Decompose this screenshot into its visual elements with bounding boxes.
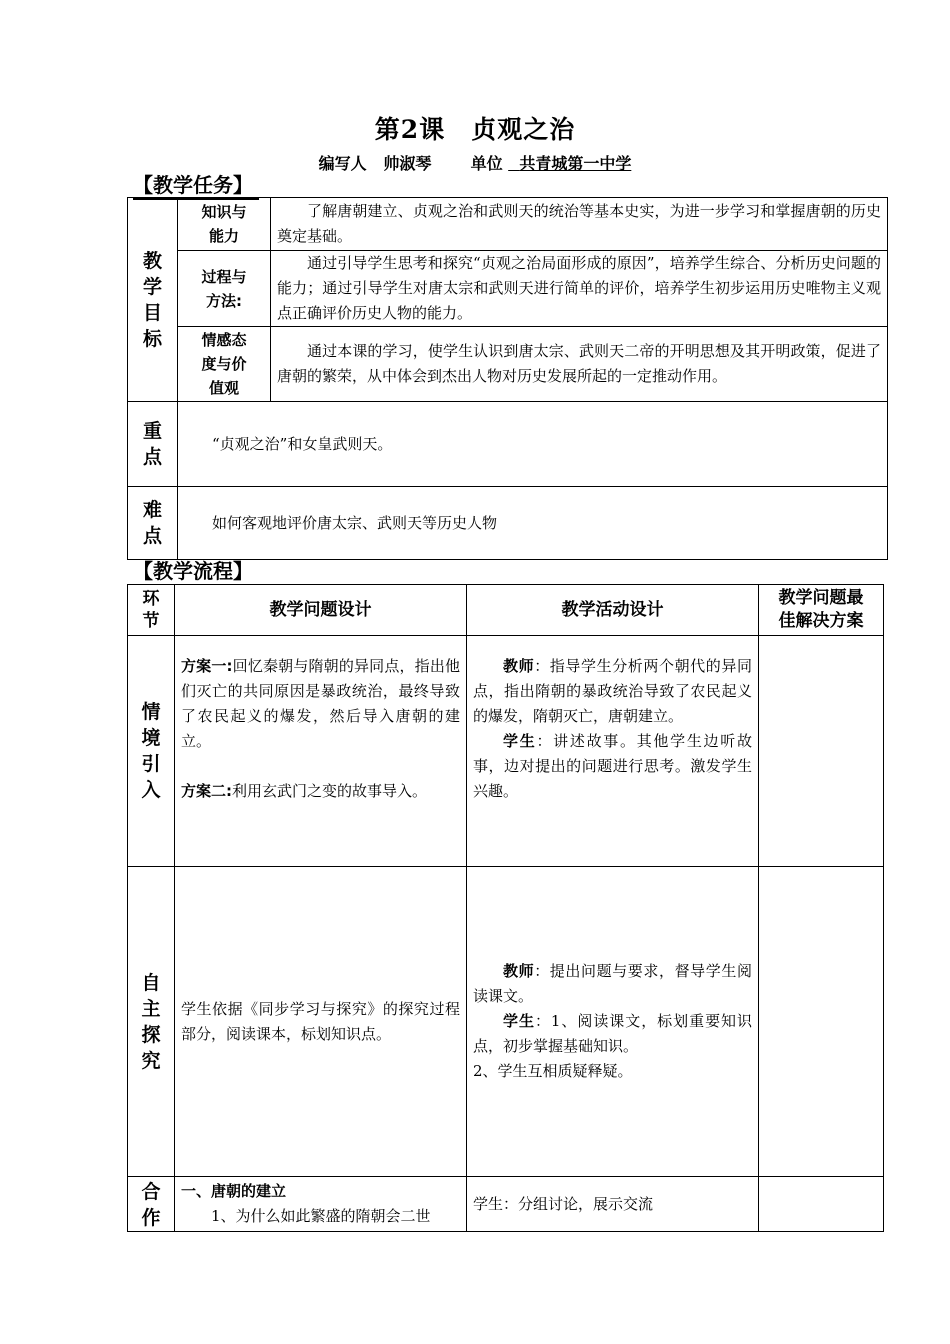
unit-label: 单位 xyxy=(470,154,503,173)
cooperation-question: 1、为什么如此繁盛的隋朝会二世 xyxy=(211,1207,431,1225)
unit-name: 共青城第一中学 xyxy=(519,154,632,173)
intro-activity xyxy=(467,636,759,867)
teaching-task-table xyxy=(127,197,888,560)
cooperation-design xyxy=(175,1177,467,1232)
col-header-design: 教学问题设计 xyxy=(175,585,467,636)
difficulty-text: 如何客观地评价唐太宗、武则天等历史人物 xyxy=(178,487,888,560)
intro-teacher-activity: 教师：指导学生分析两个朝代的异同点，指出隋朝的暴政统治导致了农民起义的爆发，隋朝灭亡，唐朝建立。 xyxy=(473,657,752,725)
teaching-flow-heading: 【教学流程】 xyxy=(133,559,253,583)
col-header-activity: 教学活动设计 xyxy=(467,585,759,636)
self-study-activity xyxy=(467,867,759,1177)
stage-intro: 情 境 引 入 xyxy=(128,636,175,867)
author-label: 编写人 xyxy=(318,154,367,173)
self-study-design: 学生依据《同步学习与探究》的探究过程部分，阅读课本，标划知识点。 xyxy=(175,867,467,1177)
intro-plan-1: 方案一:回忆秦朝与隋朝的异同点，指出他们灭亡的共同原因是暴政统治，最终导致了农民起义的爆发，然后导入唐朝的建立。 xyxy=(181,657,460,750)
stage-cooperation: 合 作 xyxy=(128,1177,175,1232)
intro-design xyxy=(175,636,467,867)
key-point-label: 重 点 xyxy=(128,402,178,487)
author-line xyxy=(0,151,950,174)
self-study-teacher-activity: 教师：提出问题与要求，督导学生阅读课文。 xyxy=(473,962,752,1005)
goal-text-process: 通过引导学生思考和探究“贞观之治局面形成的原因”，培养学生综合、分析历史问题的能力；通过引导学生对唐太宗和武则天进行简单的评价，培养学生初步运用历史唯物主义观点正确评价历史人物的能力。 xyxy=(271,251,888,327)
intro-plan-2: 方案二:利用玄武门之变的故事导入。 xyxy=(181,782,428,800)
goal-text-knowledge: 了解唐朝建立、贞观之治和武则天的统治等基本史实，为进一步学习和掌握唐朝的历史奠定基础。 xyxy=(271,198,888,251)
cooperation-solution xyxy=(759,1177,884,1232)
self-study-solution xyxy=(759,867,884,1177)
page-title: 第2课 贞观之治 xyxy=(374,115,576,144)
teaching-flow-table xyxy=(127,584,884,1232)
intro-student-activity: 学生：讲述故事。其他学生边听故事，边对提出的问题进行思考。激发学生兴趣。 xyxy=(473,732,752,800)
teaching-task-heading: 【教学任务】 xyxy=(133,172,259,200)
goal-label-process: 过程与 方法: xyxy=(178,251,271,327)
key-point-text: “贞观之治”和女皇武则天。 xyxy=(178,402,888,487)
difficulty-label: 难 点 xyxy=(128,487,178,560)
author-name: 帅淑琴 xyxy=(383,154,432,173)
stage-self-study: 自 主 探 究 xyxy=(128,867,175,1177)
goal-label-knowledge: 知识与 能力 xyxy=(178,198,271,251)
col-header-solution: 教学问题最 佳解决方案 xyxy=(759,585,884,636)
cooperation-heading: 一、唐朝的建立 xyxy=(181,1182,287,1200)
intro-solution xyxy=(759,636,884,867)
col-header-stage: 环 节 xyxy=(128,585,175,636)
goal-text-emotion: 通过本课的学习，使学生认识到唐太宗、武则天二帝的开明思想及其开明政策，促进了唐朝的繁荣，从中体会到杰出人物对历史发展所起的一定推动作用。 xyxy=(271,327,888,402)
goals-label: 教 学 目 标 xyxy=(128,198,178,402)
self-study-student-activity-2: 2、学生互相质疑释疑。 xyxy=(473,1062,633,1080)
goal-label-emotion: 情感态 度与价 值观 xyxy=(178,327,271,402)
cooperation-activity: 学生：分组讨论，展示交流 xyxy=(467,1177,759,1232)
self-study-student-activity: 学生：1、阅读课文，标划重要知识点，初步掌握基础知识。 xyxy=(473,1012,752,1055)
